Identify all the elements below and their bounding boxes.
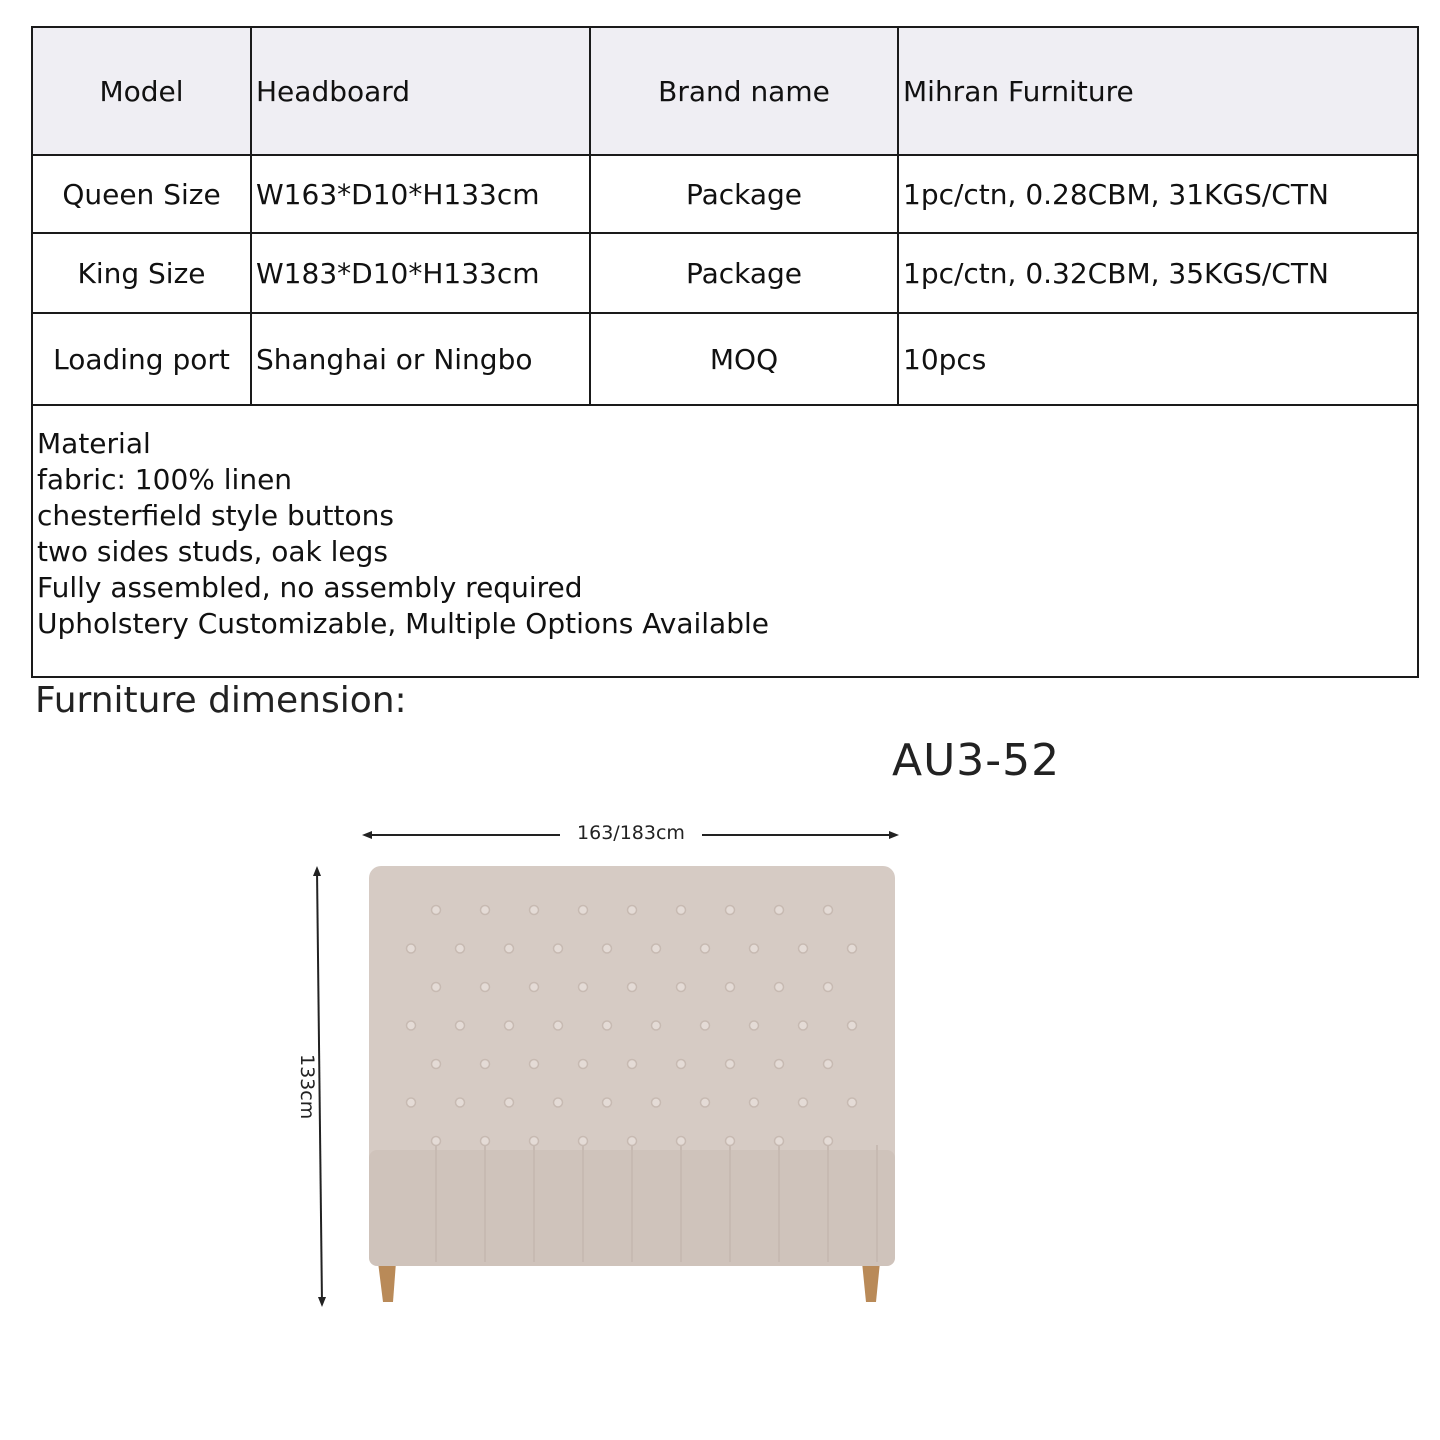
tufting-button <box>677 1137 686 1146</box>
table-cell: Shanghai or Ningbo <box>251 313 590 405</box>
height-arrow-bottom-head <box>318 1297 326 1307</box>
tufting-button <box>799 1021 808 1030</box>
tufting-button <box>530 983 539 992</box>
tufting-button <box>456 1098 465 1107</box>
table-cell: 1pc/ctn, 0.28CBM, 31KGS/CTN <box>898 155 1418 233</box>
table-cell: Mihran Furniture <box>898 27 1418 155</box>
width-arrow-left-head <box>362 831 372 839</box>
tufting-button <box>432 983 441 992</box>
tufting-button <box>726 1060 735 1069</box>
tufting-button <box>701 1098 710 1107</box>
tufting-button <box>603 944 612 953</box>
tufting-button <box>677 1060 686 1069</box>
left-leg <box>378 1262 396 1302</box>
tufting-button <box>505 1021 514 1030</box>
tufting-button <box>824 1137 833 1146</box>
tufting-button <box>677 906 686 915</box>
tufting-button <box>726 1137 735 1146</box>
material-line: two sides studs, oak legs <box>37 535 389 568</box>
tufting-button <box>750 944 759 953</box>
tufting-button <box>530 1137 539 1146</box>
tufting-button <box>628 1060 637 1069</box>
dimension-title: Furniture dimension: <box>35 680 407 721</box>
table-cell: Loading port <box>32 313 251 405</box>
tufting-button <box>775 1137 784 1146</box>
tufting-button <box>481 1137 490 1146</box>
tufting-button <box>603 1098 612 1107</box>
table-cell: Package <box>590 155 898 233</box>
tufting-button <box>824 983 833 992</box>
tufting-button <box>652 1098 661 1107</box>
tufting-button <box>726 906 735 915</box>
tufting-button <box>848 944 857 953</box>
table-cell: King Size <box>32 233 251 313</box>
tufting-button <box>579 906 588 915</box>
height-arrow-top-head <box>313 866 321 876</box>
material-line: Material <box>37 427 151 460</box>
tufting-button <box>456 1021 465 1030</box>
tufting-button <box>628 983 637 992</box>
table-cell: 10pcs <box>898 313 1418 405</box>
tufting-button <box>652 944 661 953</box>
tufting-button <box>628 906 637 915</box>
tufting-button <box>432 906 441 915</box>
tufting-button <box>554 944 563 953</box>
tufting-button <box>799 944 808 953</box>
width-arrow-right-head <box>889 831 899 839</box>
table-cell: W183*D10*H133cm <box>251 233 590 313</box>
material-line: chesterfield style buttons <box>37 499 394 532</box>
table-cell: Package <box>590 233 898 313</box>
tufting-button <box>799 1098 808 1107</box>
tufting-button <box>554 1098 563 1107</box>
height-label: 133cm <box>296 1054 318 1120</box>
tufting-button <box>726 983 735 992</box>
tufting-button <box>603 1021 612 1030</box>
table-cell: W163*D10*H133cm <box>251 155 590 233</box>
table-cell: Brand name <box>590 27 898 155</box>
tufting-button <box>530 1060 539 1069</box>
tufting-button <box>824 906 833 915</box>
tufting-button <box>652 1021 661 1030</box>
tufting-button <box>701 944 710 953</box>
tufting-button <box>579 983 588 992</box>
material-line: Fully assembled, no assembly required <box>37 571 583 604</box>
tufting-button <box>432 1137 441 1146</box>
tufting-button <box>481 983 490 992</box>
tufting-button <box>407 1098 416 1107</box>
tufting-button <box>848 1098 857 1107</box>
model-code: AU3-52 <box>892 735 1061 786</box>
tufting-button <box>530 906 539 915</box>
tufting-button <box>481 1060 490 1069</box>
material-line: Upholstery Customizable, Multiple Options Available <box>37 607 769 640</box>
tufting-button <box>579 1137 588 1146</box>
tufting-button <box>750 1098 759 1107</box>
table-cell: Queen Size <box>32 155 251 233</box>
tufting-button <box>554 1021 563 1030</box>
tufting-button <box>481 906 490 915</box>
right-leg <box>862 1262 880 1302</box>
tufting-button <box>848 1021 857 1030</box>
tufting-button <box>775 1060 784 1069</box>
tufting-button <box>407 1021 416 1030</box>
tufting-button <box>677 983 686 992</box>
table-cell: Headboard <box>251 27 590 155</box>
tufting-button <box>701 1021 710 1030</box>
tufting-button <box>407 944 416 953</box>
tufting-button <box>505 944 514 953</box>
tufting-button <box>432 1060 441 1069</box>
material-line: fabric: 100% linen <box>37 463 293 496</box>
tufting-button <box>775 906 784 915</box>
table-cell: 1pc/ctn, 0.32CBM, 35KGS/CTN <box>898 233 1418 313</box>
table-cell: Model <box>32 27 251 155</box>
tufting-button <box>775 983 784 992</box>
tufting-button <box>505 1098 514 1107</box>
width-label: 163/183cm <box>560 822 702 844</box>
tufting-button <box>456 944 465 953</box>
table-cell: MOQ <box>590 313 898 405</box>
tufting-button <box>628 1137 637 1146</box>
tufting-button <box>579 1060 588 1069</box>
tufting-button <box>750 1021 759 1030</box>
tufting-button <box>824 1060 833 1069</box>
